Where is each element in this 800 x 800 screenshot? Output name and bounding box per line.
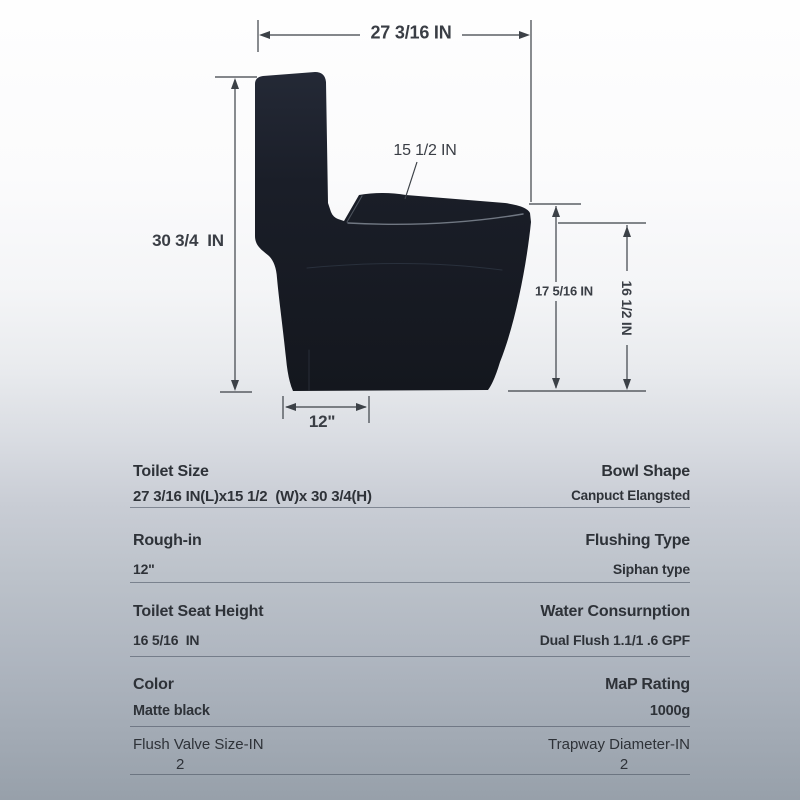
spec-value: 2 bbox=[176, 756, 185, 773]
dim-label-seat-height: 17 5/16 IN bbox=[535, 283, 593, 299]
dim-label-rim-height: 16 1/2 IN bbox=[619, 280, 635, 336]
spec-label: Trapway Diameter-IN bbox=[548, 736, 690, 753]
toilet-silhouette bbox=[255, 72, 531, 391]
spec-label: MaP Rating bbox=[605, 676, 690, 693]
spec-label: Rough-in bbox=[133, 532, 202, 549]
spec-label: Toilet Size bbox=[133, 463, 209, 480]
spec-value: Matte black bbox=[133, 703, 210, 719]
dim-label-seat-length: 15 1/2 IN bbox=[393, 142, 457, 159]
spec-value: 1000g bbox=[649, 703, 690, 719]
spec-label: Bowl Shape bbox=[601, 463, 690, 480]
spec-label: Water Consurnption bbox=[540, 603, 690, 620]
dim-label-overall-height: 30 3/4 IN bbox=[152, 231, 224, 250]
dim-label-rough-in: 12" bbox=[308, 412, 336, 431]
dim-seat-leader bbox=[405, 162, 417, 199]
spec-label: Toilet Seat Height bbox=[133, 603, 264, 620]
spec-table bbox=[130, 452, 690, 775]
spec-label: Flushing Type bbox=[585, 532, 690, 549]
dim-label-overall-width: 27 3/16 IN bbox=[370, 22, 452, 43]
spec-value: 12" bbox=[133, 561, 155, 577]
spec-value: 27 3/16 IN(L)x15 1/2 (W)x 30 3/4(H) bbox=[133, 488, 372, 505]
spec-label: Flush Valve Size-IN bbox=[133, 736, 264, 753]
spec-row-color bbox=[130, 657, 690, 727]
spec-value: Canpuct Elangsted bbox=[571, 488, 690, 503]
spec-value: 16 5/16 IN bbox=[133, 632, 200, 648]
spec-row-seat-height bbox=[130, 583, 690, 657]
spec-row-rough-in bbox=[130, 508, 690, 583]
spec-label: Color bbox=[133, 676, 174, 693]
spec-row-valve-trapway bbox=[130, 727, 690, 775]
spec-row-toilet-size bbox=[130, 452, 690, 508]
spec-value: 2 bbox=[619, 756, 628, 773]
spec-value: Siphan type bbox=[612, 561, 690, 577]
spec-value: Dual Flush 1.1/1 .6 GPF bbox=[539, 632, 690, 648]
